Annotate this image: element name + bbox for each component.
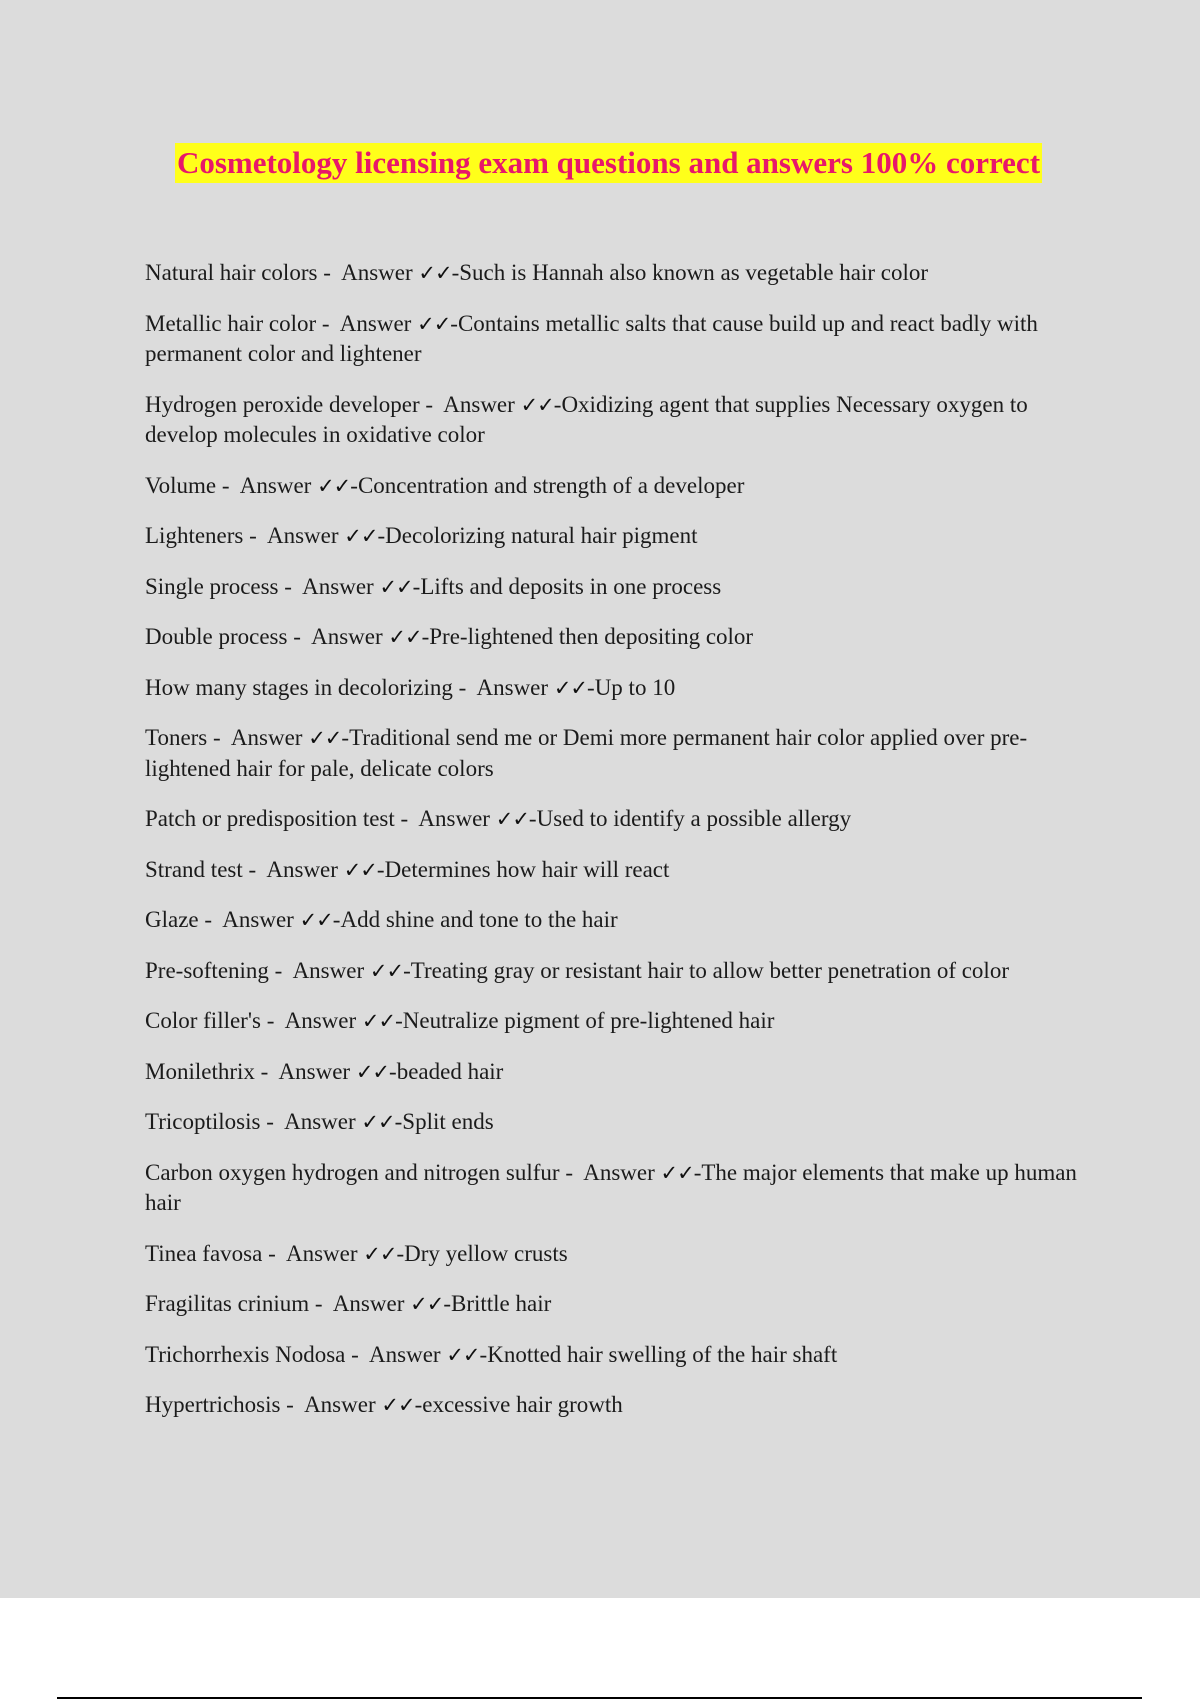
qa-term: Natural hair colors [145,260,318,285]
qa-item: Hypertrichosis - Answer ✓✓-excessive hair growth [145,1392,623,1417]
qa-definition: Neutralize pigment of pre-lightened hair [402,1008,775,1033]
answer-label: Answer [267,523,339,548]
qa-separator: - [198,907,223,932]
qa-item: Patch or predisposition test - Answer ✓✓-Used to identify a possible allergy [145,806,852,831]
answer-label: Answer [285,1240,358,1266]
answer-label: Answer [239,472,312,498]
qa-separator: - [260,1008,285,1033]
qa-separator: - [419,391,444,417]
double-check-icon: ✓✓ [369,958,404,983]
answer-label: Answer [443,391,515,417]
answer-label: Answer [284,1109,356,1134]
qa-term: Tricoptilosis [145,1109,261,1134]
answer-label: Answer [476,674,549,700]
answer-label: Answer [284,1008,357,1033]
qa-term: Patch or predisposition test [145,806,395,831]
qa-separator: - [317,260,342,285]
double-check-icon: ✓✓ [308,726,342,750]
double-check-icon: ✓✓ [388,625,422,649]
document-title: Cosmetology licensing exam questions and answers 100% correct [175,143,1042,183]
qa-term: How many stages in decolorizing [145,674,453,700]
qa-separator: - [207,725,231,750]
qa-term: Glaze [145,907,199,932]
qa-term: Double process [145,624,288,649]
double-check-icon: ✓✓ [520,392,554,417]
qa-definition: Contains metallic salts that cause build up and react badly with permanent color and lightener [145,310,1038,366]
qa-item: Color filler's - Answer ✓✓-Neutralize pigment of pre-lightened hair [145,1008,775,1033]
qa-definition: The major elements that make up human hair [145,1159,1077,1215]
double-check-icon: ✓✓ [317,473,351,498]
qa-item: Single process - Answer ✓✓-Lifts and deposits in one process [145,573,722,599]
qa-list [145,258,1085,1441]
qa-definition: Brittle hair [450,1291,552,1316]
double-check-icon: ✓✓ [410,1292,444,1316]
qa-item: Glaze - Answer ✓✓-Add shine and tone to the hair [145,907,618,932]
qa-item: Hydrogen peroxide developer - Answer ✓✓-Oxidizing agent that supplies Necessary oxygen to develop molecules in oxidative color [145,391,1028,447]
double-check-icon: ✓✓ [418,261,452,285]
qa-term: Trichorrhexis Nodosa [145,1341,346,1367]
qa-term: Fragilitas crinium [145,1291,310,1316]
qa-separator: - [278,573,303,599]
qa-definition: Decolorizing natural hair pigment [385,523,698,548]
answer-label: Answer [369,1341,441,1367]
qa-definition: Add shine and tone to the hair [340,907,618,932]
qa-term: Tinea favosa [145,1240,263,1266]
qa-item: Monilethrix - Answer ✓✓-beaded hair [145,1058,504,1084]
double-check-icon: ✓✓ [355,1059,390,1084]
answer-label: Answer [302,573,374,599]
double-check-icon: ✓✓ [363,1241,397,1266]
qa-definition: Oxidizing agent that supplies Necessary oxygen to develop molecules in oxidative color [145,391,1028,447]
qa-separator: - [452,674,477,700]
answer-label: Answer [304,1392,376,1417]
qa-item: Tinea favosa - Answer ✓✓-Dry yellow crusts [145,1240,568,1266]
answer-label: Answer [278,1058,351,1084]
qa-item: Metallic hair color - Answer ✓✓-Contains metallic salts that cause build up and react badly with permanent color and lightener [145,310,1038,366]
qa-item: Fragilitas crinium - Answer ✓✓-Brittle hair [145,1291,552,1316]
qa-definition: Split ends [402,1109,494,1134]
qa-separator: - [309,1291,333,1316]
qa-term: Color filler's [145,1008,261,1033]
qa-item: Trichorrhexis Nodosa - Answer ✓✓-Knotted hair swelling of the hair shaft [145,1341,838,1367]
qa-definition: Determines how hair will react [384,856,670,882]
qa-definition: Dry yellow crusts [404,1240,568,1266]
qa-definition: Traditional send me or Demi more permanent hair color applied over pre-lightened hair for pale, delicate colors [145,725,1028,781]
answer-label: Answer [230,725,303,750]
qa-term: Volume [145,472,217,498]
qa-item: Carbon oxygen hydrogen and nitrogen sulfur - Answer ✓✓-The major elements that make up human hair [145,1159,1077,1215]
qa-separator: - [254,1058,279,1084]
answer-label: Answer [311,624,383,649]
qa-term: Pre-softening [145,957,269,983]
double-check-icon: ✓✓ [495,807,529,831]
qa-definition: Up to 10 [594,674,676,700]
qa-term: Strand test [145,856,243,882]
double-check-icon: ✓✓ [417,311,451,336]
double-check-icon: ✓✓ [361,1110,395,1134]
qa-definition: Treating gray or resistant hair to allow better penetration of color [410,957,1009,983]
answer-label: Answer [332,1291,405,1316]
double-check-icon: ✓✓ [343,857,377,882]
double-check-icon: ✓✓ [299,908,333,932]
qa-definition: Used to identify a possible allergy [536,806,852,831]
answer-label: Answer [339,310,412,336]
double-check-icon: ✓✓ [446,1342,480,1367]
qa-separator: - [316,310,340,336]
qa-term: Lighteners [145,523,244,548]
qa-separator: - [345,1341,370,1367]
qa-item: How many stages in decolorizing - Answer ✓✓-Up to 10 [145,674,676,700]
qa-separator: - [242,856,267,882]
qa-separator: - [280,1392,305,1417]
qa-separator: - [262,1240,286,1266]
qa-term: Toners [145,725,208,750]
qa-separator: - [559,1159,584,1185]
answer-label: Answer [222,907,294,932]
qa-item: Natural hair colors - Answer ✓✓-Such is Hannah also known as vegetable hair color [145,260,929,285]
qa-item: Tricoptilosis - Answer ✓✓-Split ends [145,1109,494,1134]
qa-separator: - [268,957,293,983]
double-check-icon: ✓✓ [553,675,588,700]
qa-term: Carbon oxygen hydrogen and nitrogen sulfur [145,1159,560,1185]
qa-definition: Lifts and deposits in one process [420,573,722,599]
qa-definition: beaded hair [396,1058,504,1084]
qa-definition: Such is Hannah also known as vegetable hair color [459,260,929,285]
qa-item: Pre-softening - Answer ✓✓-Treating gray or resistant hair to allow better penetration of color [145,957,1009,983]
answer-label: Answer [266,856,338,882]
qa-item: Lighteners - Answer ✓✓-Decolorizing natural hair pigment [145,523,698,548]
double-check-icon: ✓✓ [344,524,378,548]
double-check-icon: ✓✓ [381,1393,415,1417]
double-check-icon: ✓✓ [361,1009,396,1033]
qa-item: Strand test - Answer ✓✓-Determines how hair will react [145,856,670,882]
qa-term: Hypertrichosis [145,1392,281,1417]
qa-definition: Knotted hair swelling of the hair shaft [487,1341,838,1367]
footer-divider [57,1697,1142,1699]
qa-definition: excessive hair growth [422,1392,623,1417]
qa-definition: Pre-lightened then depositing color [429,624,754,649]
qa-term: Single process [145,573,279,599]
answer-label: Answer [418,806,490,831]
qa-item: Toners - Answer ✓✓-Traditional send me or Demi more permanent hair color applied over pre-lightened hair for pale, delicate colors [145,725,1028,781]
qa-separator: - [287,624,312,649]
qa-term: Hydrogen peroxide developer [145,391,420,417]
qa-item: Double process - Answer ✓✓-Pre-lightened then depositing color [145,624,754,649]
double-check-icon: ✓✓ [660,1160,694,1185]
double-check-icon: ✓✓ [379,574,413,599]
qa-term: Metallic hair color [145,310,317,336]
qa-item: Volume - Answer ✓✓-Concentration and strength of a developer [145,472,745,498]
qa-definition: Concentration and strength of a developer [357,472,745,498]
qa-term: Monilethrix [145,1058,255,1084]
answer-label: Answer [292,957,365,983]
answer-label: Answer [341,260,413,285]
qa-separator: - [260,1109,285,1134]
qa-separator: - [394,806,419,831]
qa-separator: - [243,523,267,548]
answer-label: Answer [583,1159,655,1185]
qa-separator: - [216,472,240,498]
title-container [0,143,1200,183]
